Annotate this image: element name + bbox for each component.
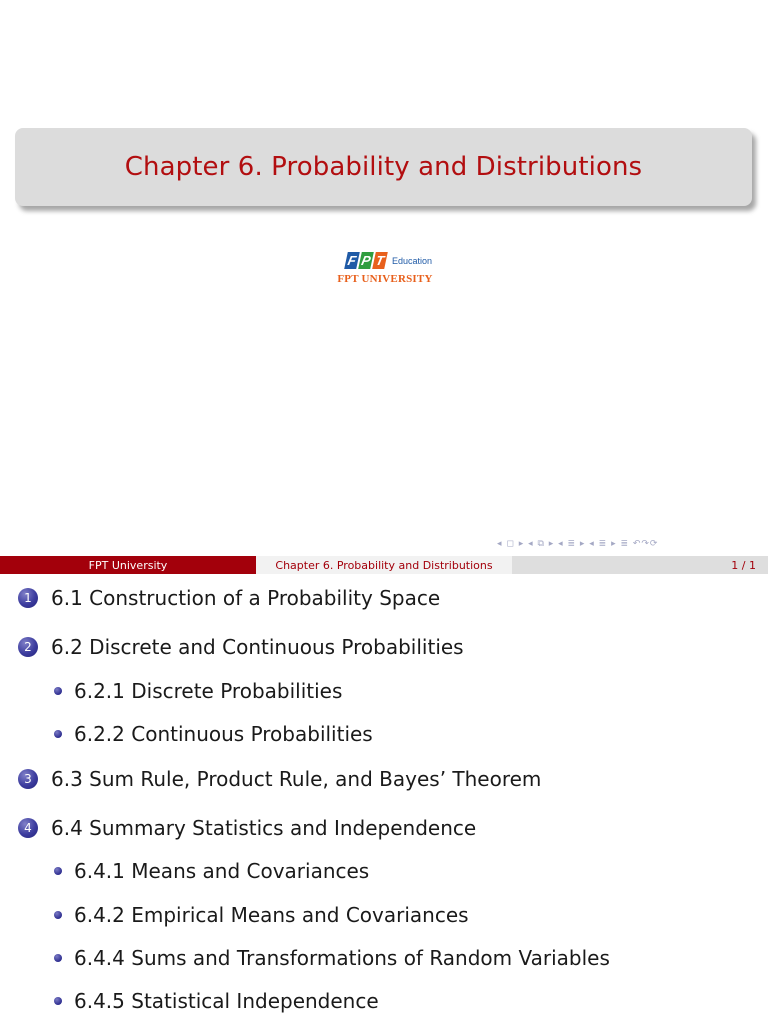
fpt-logo xyxy=(326,252,444,306)
bullet-icon xyxy=(54,997,62,1005)
slide-title: Chapter 6. Probability and Distributions xyxy=(124,152,643,182)
logo-education-text: Education xyxy=(392,255,433,266)
footer-title: Chapter 6. Probability and Distributions xyxy=(256,556,512,574)
footer-institution: FPT University xyxy=(0,556,256,574)
toc-section[interactable] xyxy=(18,635,464,659)
slide-title-box xyxy=(15,128,752,206)
section-number-badge: 3 xyxy=(18,769,38,789)
toc-section-label: 6.3 Sum Rule, Product Rule, and Bayes’ Theorem xyxy=(51,767,542,791)
footer-page-number: 1 / 1 xyxy=(512,556,768,574)
bullet-icon xyxy=(54,730,62,738)
toc-subsection-label: 6.4.4 Sums and Transformations of Random Variables xyxy=(74,946,610,970)
beamer-navigation-icons[interactable]: ◂ ◻ ▸ ◂ ⧉ ▸ ◂ ≣ ▸ ◂ ≣ ▸ ≣ ↶↷⟳ xyxy=(497,539,659,549)
logo-letter-p: P xyxy=(360,253,372,268)
toc-subsection[interactable] xyxy=(54,989,379,1013)
toc-subsection[interactable] xyxy=(54,679,342,703)
toc-subsection[interactable] xyxy=(54,722,373,746)
toc-subsection-label: 6.2.2 Continuous Probabilities xyxy=(74,722,373,746)
bullet-icon xyxy=(54,911,62,919)
logo-letter-t: T xyxy=(372,252,388,269)
toc-section[interactable] xyxy=(18,816,476,840)
toc-subsection-label: 6.4.5 Statistical Independence xyxy=(74,989,379,1013)
toc-section-label: 6.1 Construction of a Probability Space xyxy=(51,586,441,610)
section-number-badge: 2 xyxy=(18,637,38,657)
logo-letter-f: F xyxy=(344,252,360,269)
toc-section[interactable] xyxy=(18,767,541,791)
toc-section-label: 6.2 Discrete and Continuous Probabilities xyxy=(51,635,464,659)
toc-section-label: 6.4 Summary Statistics and Independence xyxy=(51,816,477,840)
section-number-badge: 4 xyxy=(18,818,38,838)
slide-footer xyxy=(0,556,768,574)
section-number-badge: 1 xyxy=(18,588,38,608)
toc-subsection-label: 6.4.2 Empirical Means and Covariances xyxy=(74,903,469,927)
logo-university-text: FPT UNIVERSITY xyxy=(337,273,433,285)
toc-subsection[interactable] xyxy=(54,946,610,970)
bullet-icon xyxy=(54,954,62,962)
toc-subsection[interactable] xyxy=(54,903,469,927)
toc-subsection-label: 6.4.1 Means and Covariances xyxy=(74,859,370,883)
toc-subsection[interactable] xyxy=(54,859,369,883)
toc-section[interactable] xyxy=(18,586,440,610)
bullet-icon xyxy=(54,687,62,695)
bullet-icon xyxy=(54,867,62,875)
toc-subsection-label: 6.2.1 Discrete Probabilities xyxy=(74,679,343,703)
